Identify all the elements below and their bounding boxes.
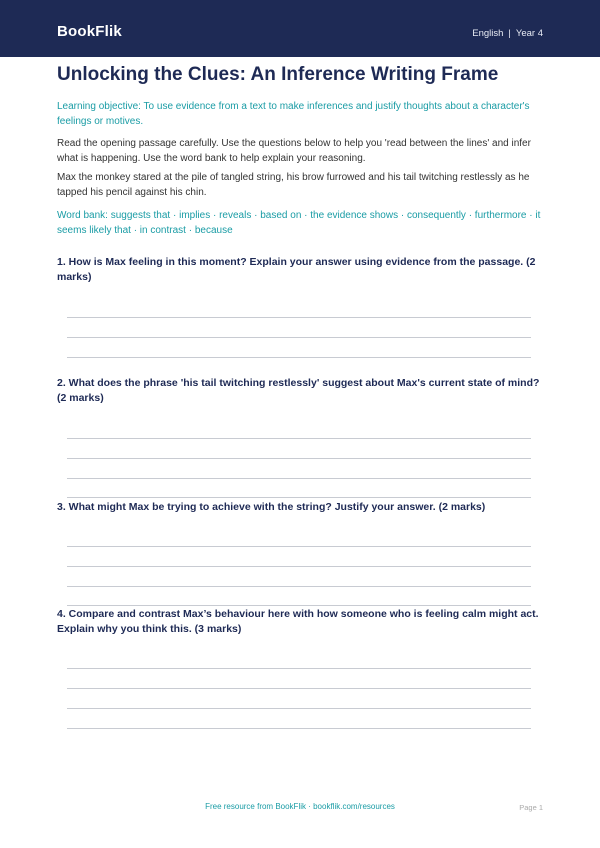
answer-line[interactable] [67,708,531,709]
year-label: Year 4 [515,28,543,39]
header-bar [0,0,600,57]
question-1: 1. How is Max feeling in this moment? Explain your answer using evidence from the passage. (2 marks) [57,256,536,283]
answer-line[interactable] [67,458,531,459]
page-title: Unlocking the Clues: An Inference Writing Frame [57,64,499,85]
question-4: 4. Compare and contrast Max’s behaviour here with how someone who is feeling calm might act. Explain why you think this. (3 marks) [57,608,539,635]
answer-line[interactable] [67,337,531,338]
answer-line[interactable] [67,438,531,439]
brand-logo[interactable]: BookFlik [57,23,122,40]
learning-objective: Learning objective: To use evidence from a text to make inferences and justify thoughts about a character's feelings or motives. [57,101,530,127]
reading-passage: Max the monkey stared at the pile of tangled string, his brow furrowed and his tail twitching restlessly as he tapped his pencil against his chin. [57,172,530,198]
answer-line[interactable] [67,668,531,669]
header-meta [472,28,543,39]
instructions: Read the opening passage carefully. Use the questions below to help you 'read between the lines' and infer what is happening. Use the word bank to help explain your reasoning. [57,138,531,164]
answer-line[interactable] [67,497,531,498]
answer-line[interactable] [67,688,531,689]
answer-line[interactable] [67,586,531,587]
header-separator: | [508,28,511,39]
question-2: 2. What does the phrase 'his tail twitching restlessly' suggest about Max's current state of mind? (2 marks) [57,377,540,404]
answer-line[interactable] [67,605,531,606]
word-bank: Word bank: suggests that · implies · reveals · based on · the evidence shows · consequently · furthermore · it seems likely that · in contrast · because [57,210,541,236]
answer-line[interactable] [67,566,531,567]
question-3: 3. What might Max be trying to achieve with the string? Justify your answer. (2 marks) [57,501,486,513]
answer-line[interactable] [67,317,531,318]
page-number: Page 1 [519,803,543,812]
footer-link[interactable]: Free resource from BookFlik · bookflik.com/resources [205,802,395,811]
answer-line[interactable] [67,357,531,358]
subject-label: English [472,28,504,39]
answer-line[interactable] [67,546,531,547]
answer-line[interactable] [67,728,531,729]
answer-line[interactable] [67,478,531,479]
